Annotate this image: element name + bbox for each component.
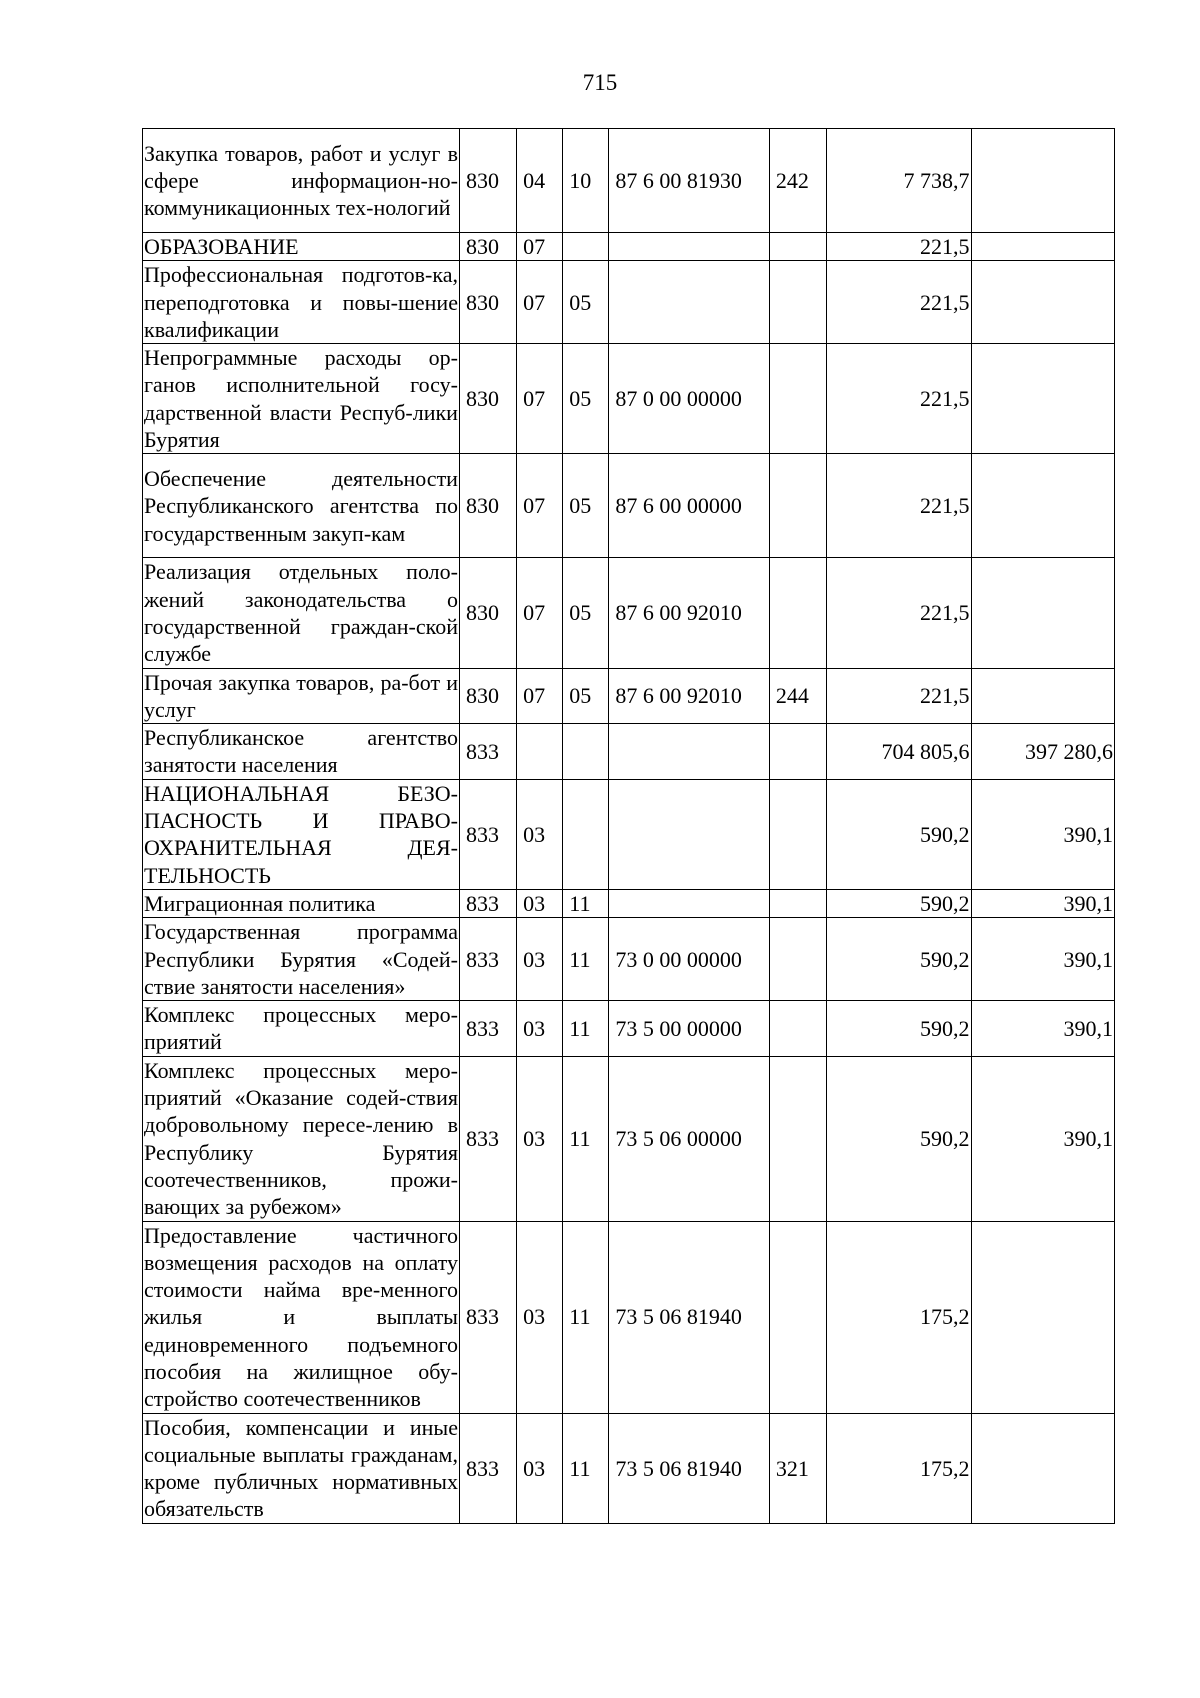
cell-name: Комплекс процессных меро-приятий «Оказание содей-ствия добровольному пересе-лению в Республику Бурятия соотечественников, прожи-вающих за рубежом» <box>144 1057 458 1220</box>
cell-section: 07 <box>517 261 563 344</box>
table-row <box>143 454 1115 558</box>
cell-target-article: 73 5 06 81940 <box>609 1221 769 1413</box>
cell-name: НАЦИОНАЛЬНАЯ БЕЗО-ПАСНОСТЬ И ПРАВО-ОХРАНИТЕЛЬНАЯ ДЕЯ-ТЕЛЬНОСТЬ <box>144 780 458 888</box>
cell-section: 03 <box>517 918 563 1001</box>
cell-expense-type <box>769 779 826 889</box>
cell-target-article: 87 6 00 00000 <box>609 454 769 558</box>
cell-section: 03 <box>517 1221 563 1413</box>
table-row <box>143 261 1115 344</box>
cell-section: 03 <box>517 1001 563 1057</box>
cell-sum: 221,5 <box>827 668 971 724</box>
cell-section: 03 <box>517 889 563 917</box>
cell-sum: 221,5 <box>827 454 971 558</box>
cell-name: Комплекс процессных меро-приятий <box>144 1002 458 1055</box>
cell-subsection: 05 <box>563 668 609 724</box>
cell-name: Обеспечение деятельности Республиканского агентства по государственным закуп-кам <box>143 454 460 558</box>
cell-grbs: 833 <box>459 1221 516 1413</box>
cell-sum: 590,2 <box>827 918 971 1001</box>
cell-subsection <box>563 779 609 889</box>
cell-expense-type <box>769 1221 826 1413</box>
budget-table <box>142 128 1115 1524</box>
cell-grbs: 830 <box>459 454 516 558</box>
table-row <box>143 344 1115 454</box>
cell-sum-federal <box>971 1221 1114 1413</box>
cell-target-article: 87 6 00 92010 <box>609 668 769 724</box>
table-body <box>143 129 1115 1524</box>
table-row <box>143 558 1115 668</box>
cell-section: 03 <box>517 1413 563 1523</box>
cell-subsection: 11 <box>563 1221 609 1413</box>
cell-sum: 590,2 <box>827 779 971 889</box>
cell-section: 07 <box>517 233 563 261</box>
cell-target-article <box>609 779 769 889</box>
table-row <box>143 668 1115 724</box>
cell-sum-federal <box>971 261 1114 344</box>
cell-subsection: 10 <box>563 129 609 233</box>
cell-subsection: 05 <box>563 344 609 454</box>
cell-grbs: 833 <box>459 1056 516 1221</box>
cell-expense-type: 244 <box>769 668 826 724</box>
cell-sum: 590,2 <box>827 889 971 917</box>
table-row <box>143 233 1115 261</box>
cell-name: Реализация отдельных поло-жений законодательства о государственной граждан-ской службе <box>144 559 458 667</box>
cell-subsection: 11 <box>563 1001 609 1057</box>
cell-target-article: 73 5 06 00000 <box>609 1056 769 1221</box>
cell-section: 04 <box>517 129 563 233</box>
cell-sum: 7 738,7 <box>827 129 971 233</box>
cell-sum-federal: 397 280,6 <box>971 724 1114 780</box>
cell-name: Пособия, компенсации и иные социальные выплаты гражданам, кроме публичных нормативных обязательств <box>144 1414 458 1522</box>
cell-expense-type <box>769 344 826 454</box>
cell-subsection: 11 <box>563 918 609 1001</box>
cell-grbs: 830 <box>459 129 516 233</box>
cell-sum: 590,2 <box>827 1001 971 1057</box>
cell-name: Предоставление частичного возмещения расходов на оплату стоимости найма вре-менного жилья и выплаты единовременного подъемного пособия на жилищное обу-стройство соотечественников <box>144 1222 458 1412</box>
cell-target-article: 73 5 06 81940 <box>609 1413 769 1523</box>
cell-sum: 590,2 <box>827 1056 971 1221</box>
cell-expense-type <box>769 918 826 1001</box>
cell-grbs: 830 <box>459 344 516 454</box>
cell-subsection: 05 <box>563 558 609 668</box>
cell-name: Государственная программа Республики Бурятия «Содей-ствие занятости населения» <box>144 919 458 999</box>
cell-expense-type <box>769 724 826 780</box>
cell-sum-federal: 390,1 <box>971 779 1114 889</box>
cell-grbs: 833 <box>459 1001 516 1057</box>
cell-grbs: 830 <box>459 668 516 724</box>
cell-target-article: 87 6 00 81930 <box>609 129 769 233</box>
table-row <box>143 129 1115 233</box>
cell-expense-type <box>769 558 826 668</box>
cell-section: 07 <box>517 668 563 724</box>
cell-grbs: 833 <box>459 1413 516 1523</box>
cell-subsection: 11 <box>563 1056 609 1221</box>
cell-expense-type <box>769 261 826 344</box>
table-row <box>143 918 1115 1001</box>
cell-grbs: 833 <box>459 918 516 1001</box>
cell-grbs: 833 <box>459 724 516 780</box>
cell-target-article: 73 5 00 00000 <box>609 1001 769 1057</box>
table-row <box>143 1001 1115 1057</box>
table-row <box>143 1056 1115 1221</box>
cell-sum: 221,5 <box>827 344 971 454</box>
cell-target-article <box>609 261 769 344</box>
table-row <box>143 1221 1115 1413</box>
cell-grbs: 833 <box>459 889 516 917</box>
cell-expense-type <box>769 233 826 261</box>
cell-subsection: 05 <box>563 454 609 558</box>
cell-expense-type <box>769 1056 826 1221</box>
cell-name: ОБРАЗОВАНИЕ <box>143 233 460 261</box>
cell-expense-type: 321 <box>769 1413 826 1523</box>
cell-target-article <box>609 724 769 780</box>
cell-name: Республиканское агентство занятости населения <box>144 725 458 778</box>
cell-name: Миграционная политика <box>143 889 460 917</box>
cell-target-article <box>609 889 769 917</box>
cell-sum-federal <box>971 1413 1114 1523</box>
cell-target-article: 87 0 00 00000 <box>609 344 769 454</box>
table-row <box>143 889 1115 917</box>
cell-sum-federal: 390,1 <box>971 1056 1114 1221</box>
cell-grbs: 830 <box>459 261 516 344</box>
cell-sum-federal <box>971 454 1114 558</box>
cell-sum: 221,5 <box>827 558 971 668</box>
cell-subsection <box>563 724 609 780</box>
page-number: 715 <box>582 70 618 95</box>
cell-subsection: 05 <box>563 261 609 344</box>
cell-target-article: 73 0 00 00000 <box>609 918 769 1001</box>
cell-subsection: 11 <box>563 1413 609 1523</box>
cell-sum-federal: 390,1 <box>971 889 1114 917</box>
cell-sum-federal: 390,1 <box>971 918 1114 1001</box>
cell-subsection: 11 <box>563 889 609 917</box>
cell-sum: 175,2 <box>827 1221 971 1413</box>
cell-sum-federal <box>971 558 1114 668</box>
cell-section: 03 <box>517 1056 563 1221</box>
cell-target-article: 87 6 00 92010 <box>609 558 769 668</box>
cell-name: Прочая закупка товаров, ра-бот и услуг <box>144 669 458 722</box>
cell-sum: 704 805,6 <box>827 724 971 780</box>
cell-sum-federal <box>971 233 1114 261</box>
table-row <box>143 724 1115 780</box>
cell-grbs: 833 <box>459 779 516 889</box>
cell-name: Профессиональная подготов-ка, переподготовка и повы-шение квалификации <box>144 262 458 342</box>
cell-expense-type: 242 <box>769 129 826 233</box>
cell-subsection <box>563 233 609 261</box>
cell-sum: 221,5 <box>827 233 971 261</box>
cell-expense-type <box>769 454 826 558</box>
cell-section: 03 <box>517 779 563 889</box>
cell-sum-federal <box>971 344 1114 454</box>
cell-grbs: 830 <box>459 233 516 261</box>
cell-grbs: 830 <box>459 558 516 668</box>
cell-name: Непрограммные расходы ор-ганов исполнительной госу-дарственной власти Респуб-лики Бурятия <box>144 345 458 453</box>
table-row <box>143 779 1115 889</box>
cell-expense-type <box>769 1001 826 1057</box>
cell-sum-federal <box>971 129 1114 233</box>
cell-sum-federal <box>971 668 1114 724</box>
cell-name: Закупка товаров, работ и услуг в сфере информацион-но-коммуникационных тех-нологий <box>143 129 460 233</box>
cell-section: 07 <box>517 454 563 558</box>
cell-section: 07 <box>517 558 563 668</box>
cell-expense-type <box>769 889 826 917</box>
table-row <box>143 1413 1115 1523</box>
cell-target-article <box>609 233 769 261</box>
cell-sum-federal: 390,1 <box>971 1001 1114 1057</box>
cell-sum: 175,2 <box>827 1413 971 1523</box>
cell-sum: 221,5 <box>827 261 971 344</box>
cell-section: 07 <box>517 344 563 454</box>
cell-section <box>517 724 563 780</box>
